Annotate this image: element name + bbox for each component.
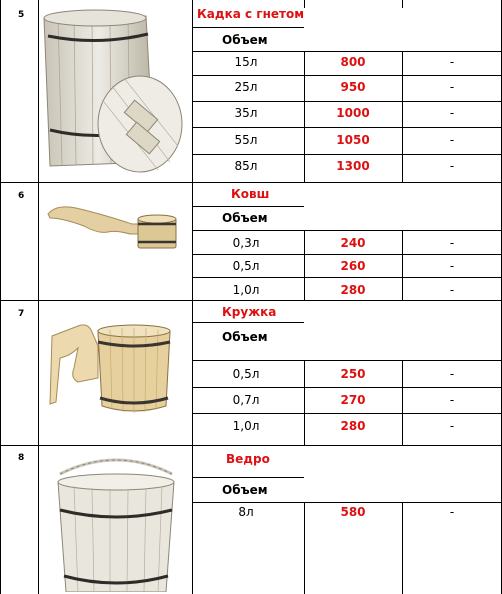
price-cell: 280 [340, 419, 366, 433]
dash-cell: - [449, 505, 455, 519]
volume-header: Объем [222, 211, 268, 225]
col-border [402, 230, 403, 300]
row-border [192, 322, 304, 323]
row-border [192, 101, 502, 102]
row-border [0, 445, 502, 446]
dash-cell: - [449, 236, 455, 250]
row-border [192, 206, 304, 207]
bucket-image [46, 452, 186, 592]
tub-with-lid-image [40, 2, 188, 180]
row-border [192, 360, 502, 361]
dash-cell: - [449, 159, 455, 173]
row-border [192, 413, 502, 414]
price-cell: 270 [340, 393, 366, 407]
row-border [192, 387, 502, 388]
product-name: Ведро [226, 452, 270, 466]
volume-cell: 0,3л [232, 236, 260, 250]
price-cell: 580 [340, 505, 366, 519]
row-border [192, 75, 502, 76]
volume-cell: 25л [234, 80, 258, 94]
volume-cell: 35л [234, 106, 258, 120]
col-border [402, 51, 403, 182]
row-border [192, 51, 502, 52]
volume-cell: 85л [234, 159, 258, 173]
price-cell: 800 [340, 55, 366, 69]
col-border [304, 230, 305, 300]
row-border [192, 27, 304, 28]
col-border [38, 0, 39, 594]
dash-cell: - [449, 283, 455, 297]
ladle-image [42, 196, 182, 256]
price-cell: 240 [340, 236, 366, 250]
col-border [304, 360, 305, 445]
mug-image [48, 318, 178, 418]
product-name: Кружка [222, 305, 277, 319]
dash-cell: - [449, 393, 455, 407]
row-border [0, 300, 502, 301]
row-number: 8 [18, 453, 25, 463]
dash-cell: - [449, 259, 455, 273]
volume-header: Объем [222, 330, 268, 344]
price-cell: 280 [340, 283, 366, 297]
product-name: Ковш [231, 187, 270, 201]
row-border [192, 254, 502, 255]
row-border [192, 502, 502, 503]
volume-cell: 1,0л [232, 283, 260, 297]
price-cell: 250 [340, 367, 366, 381]
row-number: 6 [18, 191, 25, 201]
col-border [304, 51, 305, 182]
product-name: Кадка с гнетом [197, 7, 305, 21]
volume-header: Объем [222, 483, 268, 497]
row-number: 7 [18, 309, 25, 319]
volume-cell: 8л [238, 505, 254, 519]
col-border [402, 360, 403, 445]
row-border [192, 127, 502, 128]
col-border [0, 0, 1, 594]
row-number: 5 [18, 10, 25, 20]
volume-cell: 0,5л [232, 367, 260, 381]
dash-cell: - [449, 55, 455, 69]
dash-cell: - [449, 80, 455, 94]
volume-cell: 0,5л [232, 259, 260, 273]
row-border [192, 477, 304, 478]
volume-cell: 55л [234, 133, 258, 147]
price-cell: 950 [340, 80, 366, 94]
col-border [402, 502, 403, 594]
volume-header: Объем [222, 33, 268, 47]
dash-cell: - [449, 133, 455, 147]
col-border [304, 0, 305, 8]
price-cell: 1050 [336, 133, 370, 147]
price-cell: 1000 [336, 106, 370, 120]
price-cell: 260 [340, 259, 366, 273]
volume-cell: 1,0л [232, 419, 260, 433]
col-border [402, 0, 403, 8]
row-border [192, 277, 502, 278]
row-border [0, 182, 502, 183]
dash-cell: - [449, 419, 455, 433]
row-border [192, 230, 502, 231]
dash-cell: - [449, 367, 455, 381]
col-border [304, 502, 305, 594]
col-border [192, 0, 193, 594]
volume-cell: 0,7л [232, 393, 260, 407]
row-border [192, 154, 502, 155]
price-cell: 1300 [336, 159, 370, 173]
volume-cell: 15л [234, 55, 258, 69]
dash-cell: - [449, 106, 455, 120]
